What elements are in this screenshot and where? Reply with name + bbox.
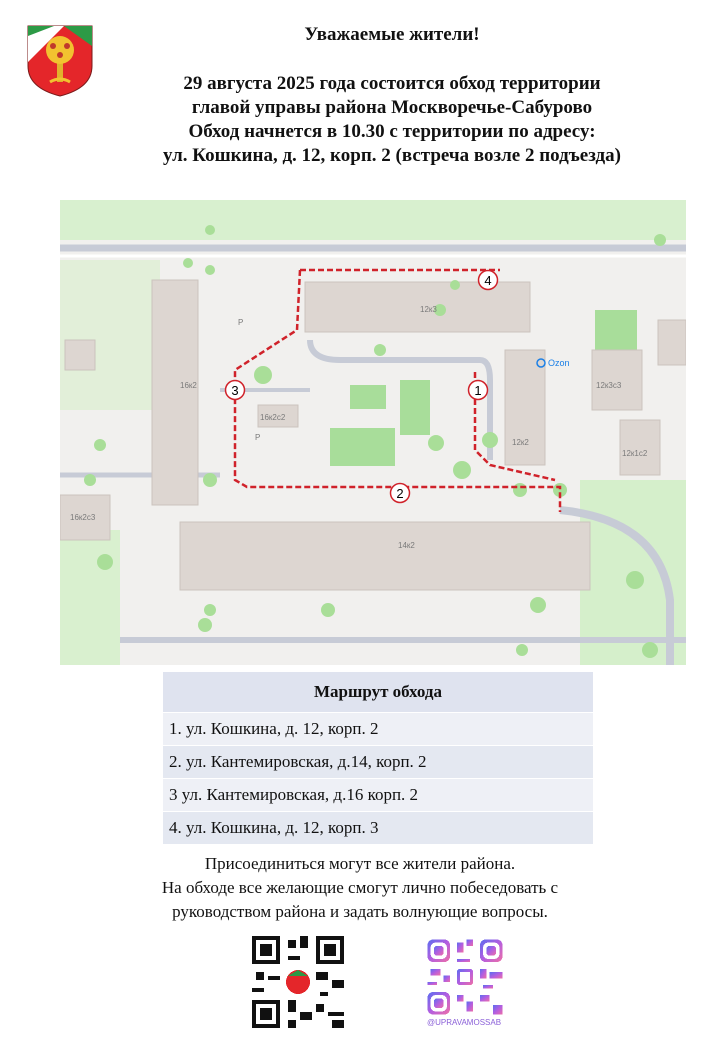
route-marker-label: 1 xyxy=(474,383,482,398)
route-stop: 3 ул. Кантемировская, д.16 корп. 2 xyxy=(163,779,593,812)
building-label: 16к2с2 xyxy=(260,413,286,422)
footer-line: Присоединиться могут все жители района. xyxy=(204,854,516,873)
building xyxy=(152,280,198,505)
district-emblem xyxy=(24,22,96,98)
building-label: 12к1с2 xyxy=(622,449,648,458)
building-label: 16к2с3 xyxy=(70,513,96,522)
building-label: 12к3 xyxy=(420,305,437,314)
route-stop: 1. ул. Кошкина, д. 12, корп. 2 xyxy=(163,713,593,746)
building-label: 16к2 xyxy=(180,381,197,390)
announcement-line: главой управы района Москворечье-Сабурово xyxy=(191,97,593,118)
building xyxy=(658,320,686,365)
park-area xyxy=(330,428,395,466)
route-table xyxy=(163,672,593,844)
building xyxy=(620,420,660,475)
park-area xyxy=(350,385,386,409)
table-row xyxy=(163,812,593,845)
park-area xyxy=(60,200,686,240)
footer-line: На обходе все желающие смогут лично побеседовать с xyxy=(161,878,559,897)
building xyxy=(592,350,642,410)
park-area xyxy=(60,530,120,665)
route-map xyxy=(60,200,686,665)
announcement-line: ул. Кошкина, д. 12, корп. 2 (встреча возле 2 подъезда) xyxy=(163,145,621,166)
poi-label: Ozon xyxy=(548,358,570,368)
parking-label: P xyxy=(255,433,261,442)
greeting: Уважаемые жители! xyxy=(304,24,480,45)
announcement-line: Обход начнется в 10.30 с территории по адресу: xyxy=(188,121,596,142)
building xyxy=(305,282,530,332)
route-stop: 4. ул. Кошкина, д. 12, корп. 3 xyxy=(163,812,593,845)
table-row xyxy=(163,713,593,746)
announcement-header xyxy=(100,24,684,168)
announcement-line: 29 августа 2025 года состоится обход территории xyxy=(183,73,601,94)
park-area xyxy=(400,380,430,435)
building-label: 14к2 xyxy=(398,541,415,550)
park-area xyxy=(595,310,637,350)
table-row xyxy=(163,779,593,812)
qr-caption: @UPRAVAMOSSAB xyxy=(426,1018,502,1027)
parking-label: P xyxy=(238,318,244,327)
footer-line: руководством района и задать волнующие вопросы. xyxy=(172,902,548,921)
route-marker-label: 3 xyxy=(231,383,239,398)
route-marker-label: 4 xyxy=(484,273,492,288)
building-label: 12к3с3 xyxy=(596,381,622,390)
qr-code-icon[interactable] xyxy=(424,936,506,1018)
building xyxy=(65,340,95,370)
building xyxy=(180,522,590,590)
route-table-title: Маршрут обхода xyxy=(163,672,593,713)
footer-text xyxy=(90,852,630,924)
table-row xyxy=(163,746,593,779)
route-marker-label: 2 xyxy=(396,486,404,501)
qr-code-icon[interactable] xyxy=(247,932,349,1032)
building-label: 12к2 xyxy=(512,438,529,447)
park-area xyxy=(60,260,160,410)
route-stop: 2. ул. Кантемировская, д.14, корп. 2 xyxy=(163,746,593,779)
